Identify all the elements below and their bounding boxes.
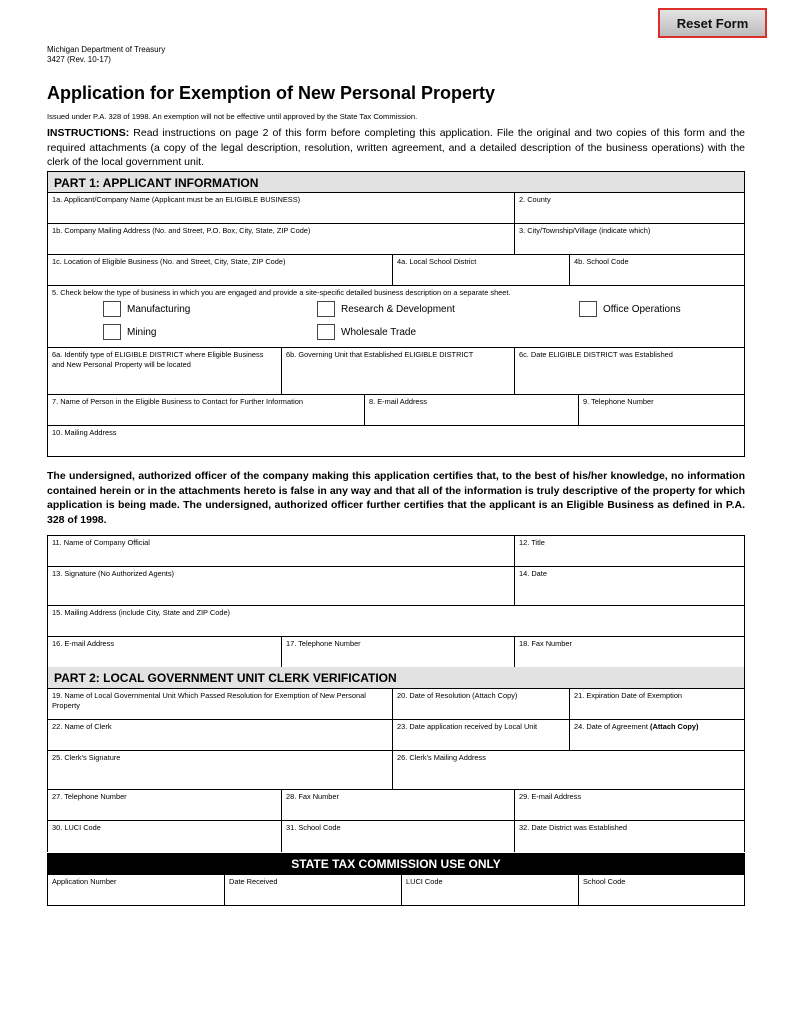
stc-luci-code-label: LUCI Code <box>406 877 443 886</box>
official-fax-input[interactable] <box>519 649 740 663</box>
field-15-label: 15. Mailing Address (include City, State and ZIP Code) <box>52 608 231 617</box>
research-option[interactable] <box>317 301 455 317</box>
official-telephone-input[interactable] <box>286 649 510 663</box>
field-17 <box>282 637 515 667</box>
field-8 <box>365 395 579 425</box>
officer-section <box>47 535 745 668</box>
field-12 <box>515 536 744 566</box>
instructions-text: Read instructions on page 2 of this form before completing this application. File the original and two copies of this form and the required attachments (a copy of the legal description, resolution, written agreement, and a detailed description of the business operations) with the clerk of the local government unit. <box>47 127 745 168</box>
eligible-district-type-input[interactable] <box>52 370 277 384</box>
field-20-label: 20. Date of Resolution (Attach Copy) <box>397 691 518 700</box>
expiration-date-input[interactable] <box>574 701 740 715</box>
office-operations-checkbox[interactable] <box>579 301 597 317</box>
field-14 <box>515 567 744 605</box>
stc-heading: STATE TAX COMMISSION USE ONLY <box>48 853 744 875</box>
field-5 <box>48 286 744 348</box>
field-16-label: 16. E-mail Address <box>52 639 115 648</box>
field-9-label: 9. Telephone Number <box>583 397 654 406</box>
field-2 <box>515 193 744 223</box>
signature-date-input[interactable] <box>519 579 740 593</box>
mining-label: Mining <box>127 326 157 338</box>
field-25-label: 25. Clerk's Signature <box>52 753 121 762</box>
field-28-label: 28. Fax Number <box>286 792 339 801</box>
field-6c <box>515 348 744 394</box>
field-6a <box>48 348 282 394</box>
district-established-date-input[interactable] <box>519 360 740 374</box>
official-mailing-address-input[interactable] <box>52 618 740 632</box>
field-18 <box>515 637 744 667</box>
field-3-label: 3. City/Township/Village (indicate which) <box>519 226 651 235</box>
stc-date-received-label: Date Received <box>229 877 278 886</box>
contact-telephone-input[interactable] <box>583 407 740 421</box>
field-6c-label: 6c. Date ELIGIBLE DISTRICT was Established <box>519 350 673 359</box>
luci-code-input[interactable] <box>52 833 277 847</box>
field-7 <box>48 395 365 425</box>
field-8-label: 8. E-mail Address <box>369 397 427 406</box>
field-27 <box>48 790 282 820</box>
field-26-label: 26. Clerk's Mailing Address <box>397 753 486 762</box>
field-2-label: 2. County <box>519 195 551 204</box>
field-29-label: 29. E-mail Address <box>519 792 582 801</box>
field-19-label: 19. Name of Local Governmental Unit Which Passed Resolution for Exemption of New Personal Property <box>52 691 366 710</box>
field-10 <box>48 426 744 456</box>
mining-checkbox[interactable] <box>103 324 121 340</box>
field-21-label: 21. Expiration Date of Exemption <box>574 691 683 700</box>
field-24-attach-note: (Attach Copy) <box>650 722 699 731</box>
field-5-label: 5. Check below the type of business in which you are engaged and provide a site-specific detailed business description on a separate sheet. <box>52 288 511 297</box>
stc-school-code-input[interactable] <box>583 887 740 901</box>
wholesale-option[interactable] <box>317 324 416 340</box>
field-26 <box>393 751 744 789</box>
field-1c-label: 1c. Location of Eligible Business (No. and Street, City, State, ZIP Code) <box>52 257 286 266</box>
field-11-label: 11. Name of Company Official <box>52 538 150 547</box>
field-28 <box>282 790 515 820</box>
wholesale-checkbox[interactable] <box>317 324 335 340</box>
stc-application-number <box>48 875 225 905</box>
stc-application-number-label: Application Number <box>52 877 117 886</box>
field-19 <box>48 689 393 719</box>
field-7-label: 7. Name of Person in the Eligible Business to Contact for Further Information <box>52 397 303 406</box>
stc-school-code-label: School Code <box>583 877 626 886</box>
field-4b-label: 4b. School Code <box>574 257 629 266</box>
field-13-label: 13. Signature (No Authorized Agents) <box>52 569 175 578</box>
date-received-input[interactable] <box>229 887 397 901</box>
instructions <box>47 126 745 170</box>
part2-heading: PART 2: LOCAL GOVERNMENT UNIT CLERK VERIFICATION <box>48 667 744 689</box>
page-title: Application for Exemption of New Personal Property <box>47 83 496 103</box>
field-32 <box>515 821 744 852</box>
business-location-input[interactable] <box>52 267 388 281</box>
field-4a <box>393 255 570 285</box>
field-31 <box>282 821 515 852</box>
stc-date-received <box>225 875 402 905</box>
field-23-label: 23. Date application received by Local Unit <box>397 722 538 731</box>
field-18-label: 18. Fax Number <box>519 639 572 648</box>
mining-option[interactable] <box>103 324 156 340</box>
office-operations-option[interactable] <box>579 301 681 317</box>
field-31-label: 31. School Code <box>286 823 341 832</box>
official-email-input[interactable] <box>52 649 277 663</box>
field-12-label: 12. Title <box>519 538 545 547</box>
field-11 <box>48 536 515 566</box>
field-6b <box>282 348 515 394</box>
research-label: Research & Development <box>341 303 455 315</box>
reset-form-button[interactable]: Reset Form <box>658 8 767 38</box>
field-1b <box>48 224 515 254</box>
field-25 <box>48 751 393 789</box>
field-23 <box>393 720 570 750</box>
received-date-input[interactable] <box>397 732 565 746</box>
signature-input[interactable] <box>52 579 510 593</box>
form-header <box>47 45 165 65</box>
field-30 <box>48 821 282 852</box>
agreement-date-input[interactable] <box>574 732 740 746</box>
contact-mailing-address-input[interactable] <box>52 438 740 452</box>
contact-person-input[interactable] <box>52 407 360 421</box>
clerk-signature-input[interactable] <box>52 763 388 777</box>
agency-name: Michigan Department of Treasury <box>47 45 166 54</box>
clerk-school-code-input[interactable] <box>286 833 510 847</box>
field-29 <box>515 790 744 820</box>
stc-section <box>47 853 745 906</box>
field-30-label: 30. LUCI Code <box>52 823 101 832</box>
resolution-date-input[interactable] <box>397 701 565 715</box>
field-3 <box>515 224 744 254</box>
application-number-input[interactable] <box>52 887 220 901</box>
field-1a-label: 1a. Applicant/Company Name (Applicant must be an ELIGIBLE BUSINESS) <box>52 195 301 204</box>
manufacturing-label: Manufacturing <box>127 303 191 315</box>
stc-luci-code-input[interactable] <box>406 887 574 901</box>
field-13 <box>48 567 515 605</box>
city-township-input[interactable] <box>519 236 740 250</box>
field-1b-label: 1b. Company Mailing Address (No. and Street, P.O. Box, City, State, ZIP Code) <box>52 226 311 235</box>
clerk-mailing-address-input[interactable] <box>397 763 740 777</box>
applicant-name-input[interactable] <box>52 205 510 219</box>
field-4b <box>570 255 744 285</box>
manufacturing-option[interactable] <box>103 301 190 317</box>
part1-section <box>47 171 745 457</box>
field-14-label: 14. Date <box>519 569 547 578</box>
wholesale-label: Wholesale Trade <box>341 326 417 338</box>
field-6a-label: 6a. Identify type of ELIGIBLE DISTRICT where Eligible Business and New Personal Property will be located <box>52 350 264 369</box>
contact-email-input[interactable] <box>369 407 574 421</box>
field-1c <box>48 255 393 285</box>
stc-school-code <box>579 875 744 905</box>
clerk-telephone-input[interactable] <box>52 802 277 816</box>
school-code-input[interactable] <box>574 267 740 281</box>
governing-unit-input[interactable] <box>286 360 510 374</box>
field-6b-label: 6b. Governing Unit that Established ELIGIBLE DISTRICT <box>286 350 474 359</box>
part1-heading: PART 1: APPLICANT INFORMATION <box>48 171 744 193</box>
field-17-label: 17. Telephone Number <box>286 639 361 648</box>
field-1a <box>48 193 515 223</box>
certification-statement: The undersigned, authorized officer of the company making this application certifies that, to the best of his/her knowledge, no information contained herein or in the attachments hereto is false in any way and that all of the information is truly descriptive of the property for which application is being made. The undersigned, authorized officer further certifies that the applicant is an Eligible Business as defined in P.A. 328 of 1998. <box>47 470 745 526</box>
office-operations-label: Office Operations <box>603 303 681 315</box>
field-27-label: 27. Telephone Number <box>52 792 127 801</box>
field-32-label: 32. Date District was Established <box>519 823 628 832</box>
field-9 <box>579 395 744 425</box>
field-21 <box>570 689 744 719</box>
clerk-fax-input[interactable] <box>286 802 510 816</box>
field-24-label: 24. Date of Agreement <box>574 722 651 731</box>
school-district-input[interactable] <box>397 267 565 281</box>
field-22 <box>48 720 393 750</box>
part2-section <box>47 667 745 852</box>
company-mailing-address-input[interactable] <box>52 236 510 250</box>
field-10-label: 10. Mailing Address <box>52 428 117 437</box>
form-revision: 3427 (Rev. 10-17) <box>47 55 111 64</box>
field-15 <box>48 606 744 636</box>
field-20 <box>393 689 570 719</box>
district-date-input[interactable] <box>519 833 740 847</box>
county-input[interactable] <box>519 205 740 219</box>
field-22-label: 22. Name of Clerk <box>52 722 112 731</box>
stc-luci-code <box>402 875 579 905</box>
field-16 <box>48 637 282 667</box>
clerk-email-input[interactable] <box>519 802 740 816</box>
research-checkbox[interactable] <box>317 301 335 317</box>
manufacturing-checkbox[interactable] <box>103 301 121 317</box>
instructions-label: INSTRUCTIONS: <box>47 127 130 139</box>
issued-note: Issued under P.A. 328 of 1998. An exemption will not be effective until approved by the State Tax Commission. <box>47 112 418 121</box>
company-official-input[interactable] <box>52 548 510 562</box>
clerk-name-input[interactable] <box>52 732 388 746</box>
field-4a-label: 4a. Local School District <box>397 257 477 266</box>
field-24 <box>570 720 744 750</box>
official-title-input[interactable] <box>519 548 740 562</box>
